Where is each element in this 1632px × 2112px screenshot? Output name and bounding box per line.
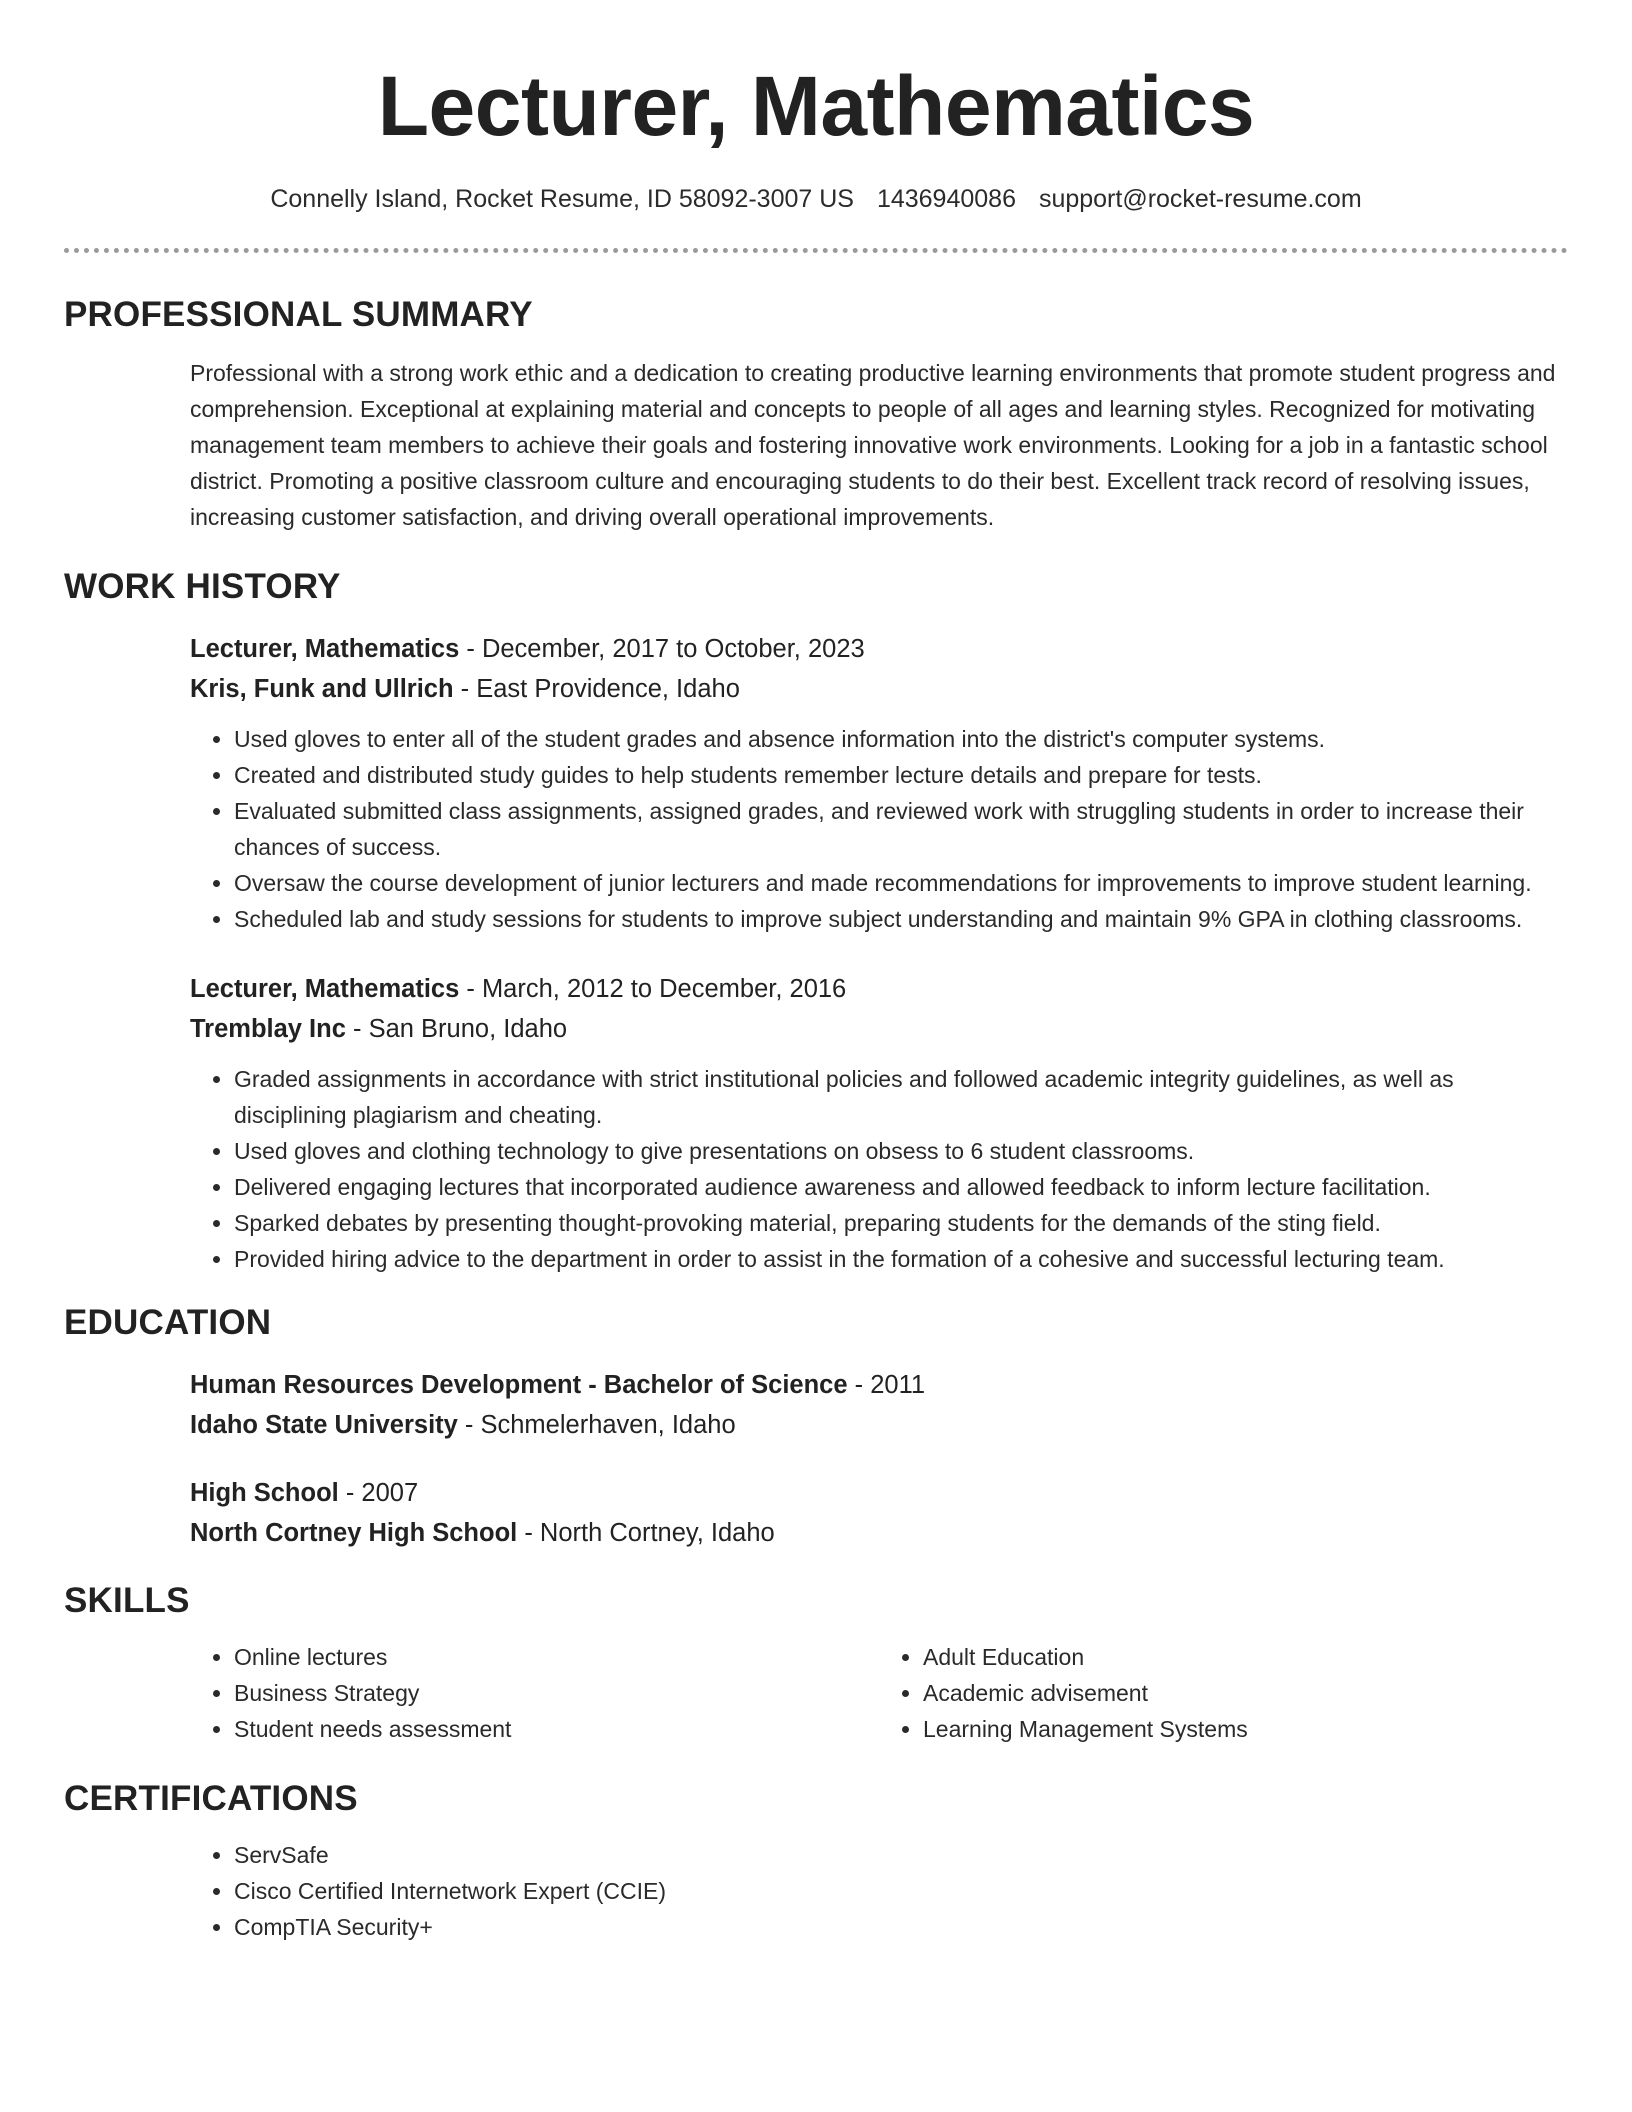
education-degree-line — [190, 1365, 1568, 1405]
section-title-summary: PROFESSIONAL SUMMARY — [64, 295, 533, 334]
list-item: • Business Strategy — [234, 1675, 879, 1711]
list-item: • Graded assignments in accordance with strict institutional policies and followed academic integrity guidelines, as well as disciplining plagiarism and cheating. — [234, 1061, 1568, 1133]
list-item: • ServSafe — [234, 1837, 1568, 1873]
education-section — [190, 1365, 1568, 1553]
contact-line — [64, 182, 1568, 216]
list-item: • Evaluated submitted class assignments, assigned grades, and reviewed work with struggling students in order to increase their chances of success. — [234, 793, 1568, 865]
education-degree-line — [190, 1473, 1568, 1513]
list-item: • Delivered engaging lectures that incorporated audience awareness and allowed feedback to inform lecture facilitation. — [234, 1169, 1568, 1205]
skills-list-right — [879, 1639, 1568, 1747]
section-title-certifications: CERTIFICATIONS — [64, 1779, 358, 1818]
contact-address: Connelly Island, Rocket Resume, ID 58092-3007 US — [270, 185, 854, 213]
contact-email: support@rocket-resume.com — [1038, 185, 1362, 213]
job-entry — [190, 969, 1568, 1277]
job-title-line — [190, 969, 1568, 1009]
job-role: Lecturer, Mathematics — [190, 635, 460, 663]
list-item: • Used gloves and clothing technology to give presentations on obsess to 6 student classrooms. — [234, 1133, 1568, 1169]
section-title-education: EDUCATION — [64, 1303, 272, 1342]
certifications-list — [190, 1837, 1568, 1945]
job-entry — [190, 629, 1568, 937]
job-bullets — [190, 1061, 1568, 1277]
job-title-line — [190, 629, 1568, 669]
education-degree: Human Resources Development - Bachelor of Science — [190, 1371, 848, 1399]
list-item: • Provided hiring advice to the department in order to assist in the formation of a cohesive and successful lecturing team. — [234, 1241, 1568, 1277]
list-item: • Created and distributed study guides to help students remember lecture details and prepare for tests. — [234, 757, 1568, 793]
skills-section — [190, 1639, 1568, 1747]
resume-name: Lecturer, Mathematics — [377, 59, 1255, 153]
job-location: - San Bruno, Idaho — [345, 1015, 568, 1043]
education-school-line — [190, 1405, 1568, 1445]
certifications-section — [190, 1837, 1568, 1945]
list-item: • Scheduled lab and study sessions for students to improve subject understanding and maintain 9% GPA in clothing classrooms. — [234, 901, 1568, 937]
job-role: Lecturer, Mathematics — [190, 975, 460, 1003]
skills-grid — [190, 1639, 1568, 1747]
section-title-work-history: WORK HISTORY — [64, 567, 341, 606]
list-item: • Oversaw the course development of junior lecturers and made recommendations for improvements to improve student learning. — [234, 865, 1568, 901]
section-title-skills: SKILLS — [64, 1581, 190, 1620]
list-item: • Learning Management Systems — [923, 1711, 1568, 1747]
list-item: • Used gloves to enter all of the student grades and absence information into the district's computer systems. — [234, 721, 1568, 757]
job-location: - East Providence, Idaho — [453, 675, 740, 703]
list-item: • Online lectures — [234, 1639, 879, 1675]
list-item: • Adult Education — [923, 1639, 1568, 1675]
header-divider — [64, 248, 1568, 253]
job-dates: - December, 2017 to October, 2023 — [459, 635, 865, 663]
education-location: - North Cortney, Idaho — [517, 1519, 775, 1547]
skills-list-left — [190, 1639, 879, 1747]
contact-phone: 1436940086 — [876, 185, 1016, 213]
list-item: • CompTIA Security+ — [234, 1909, 1568, 1945]
education-year: - 2011 — [847, 1371, 926, 1399]
education-school: North Cortney High School — [190, 1519, 518, 1547]
job-company-line — [190, 669, 1568, 709]
list-item: • Academic advisement — [923, 1675, 1568, 1711]
education-school: Idaho State University — [190, 1411, 458, 1439]
job-company-line — [190, 1009, 1568, 1049]
job-bullets — [190, 721, 1568, 937]
list-item: • Student needs assessment — [234, 1711, 879, 1747]
list-item: • Sparked debates by presenting thought-provoking material, preparing students for the demands of the sting field. — [234, 1205, 1568, 1241]
summary-section — [190, 355, 1568, 535]
education-entry — [190, 1365, 1568, 1445]
summary-text: Professional with a strong work ethic and a dedication to creating productive learning environments that promote student progress and comprehension. Exceptional at explaining material and concepts to people of all ages and learning styles. Recognized for motivating management team members to achieve their goals and fostering innovative work environments. Looking for a job in a fantastic school district. Promoting a positive classroom culture and encouraging students to do their best. Excellent track record of resolving issues, increasing customer satisfaction, and driving overall operational improvements. — [190, 360, 1556, 530]
education-school-line — [190, 1513, 1568, 1553]
list-item: • Cisco Certified Internetwork Expert (CCIE) — [234, 1873, 1568, 1909]
education-entry — [190, 1473, 1568, 1553]
education-year: - 2007 — [338, 1479, 419, 1507]
education-degree: High School — [190, 1479, 339, 1507]
work-history-section — [190, 629, 1568, 1277]
education-location: - Schmelerhaven, Idaho — [457, 1411, 736, 1439]
job-company: Tremblay Inc — [190, 1015, 346, 1043]
job-company: Kris, Funk and Ullrich — [190, 675, 454, 703]
job-dates: - March, 2012 to December, 2016 — [459, 975, 847, 1003]
